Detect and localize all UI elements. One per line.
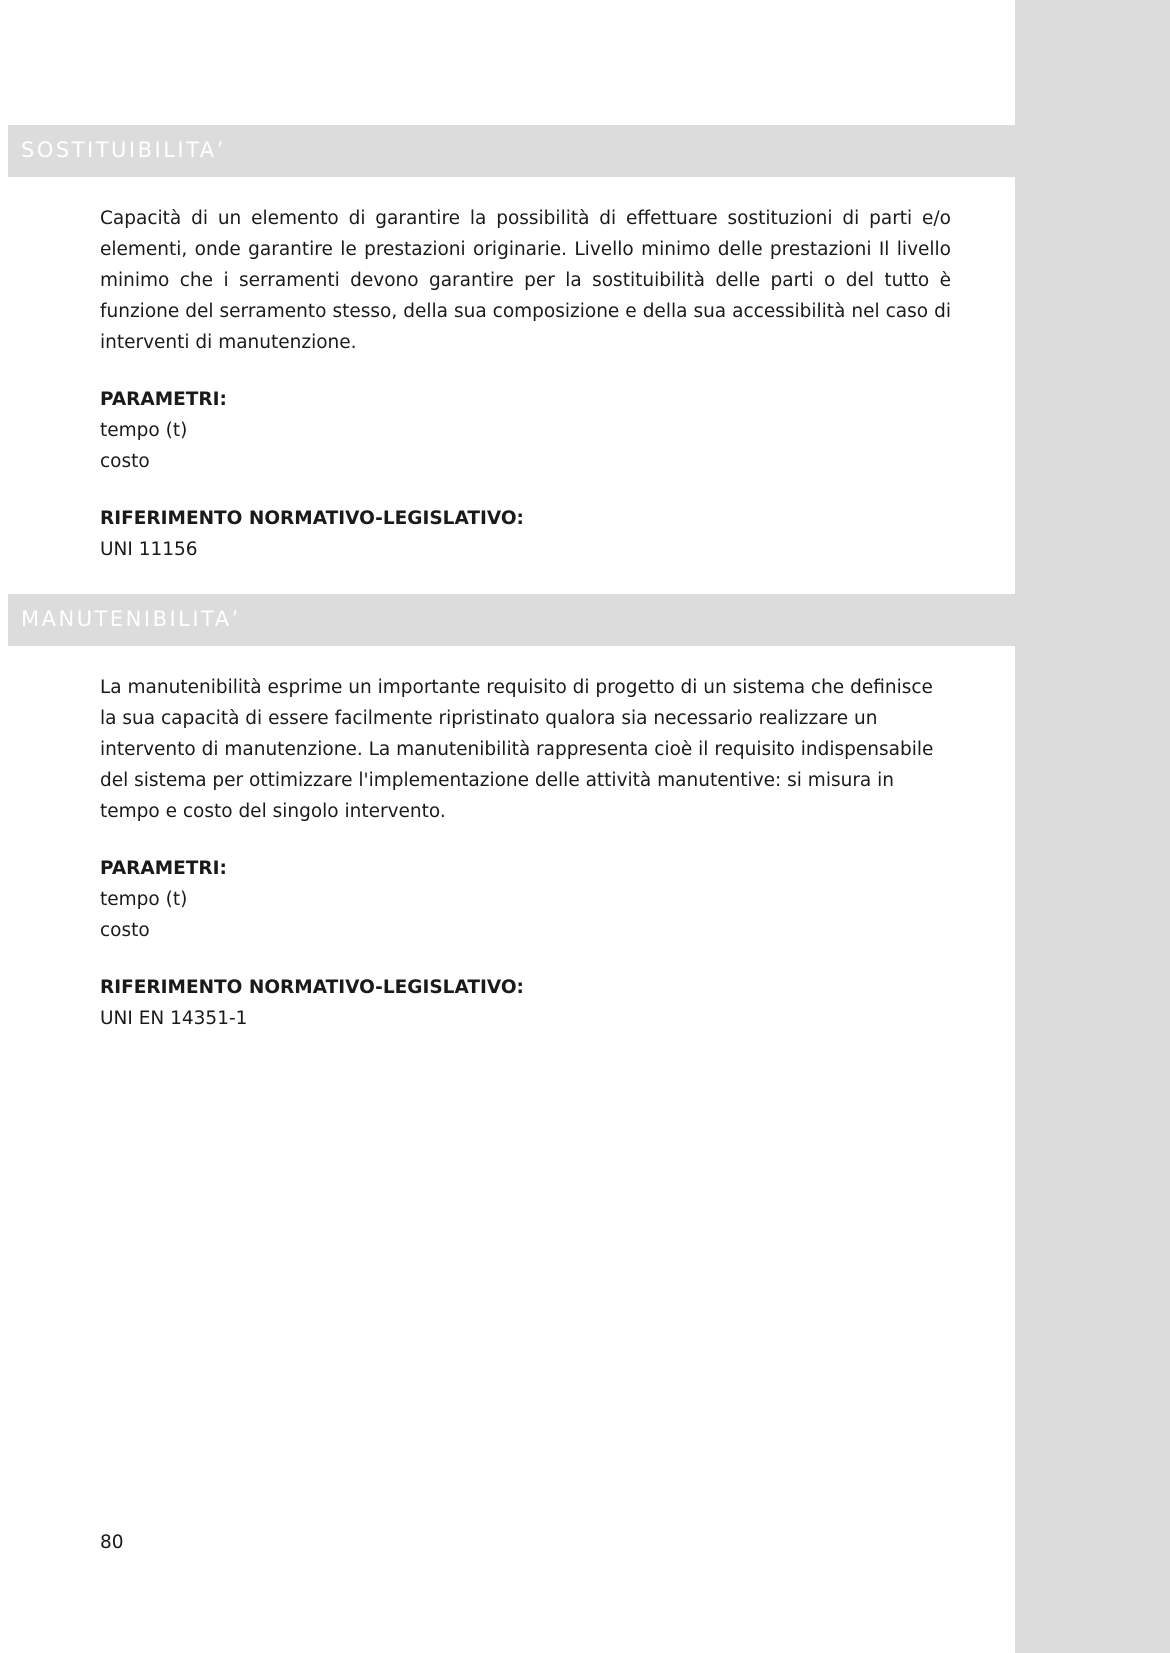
section-body-manutenibilita xyxy=(100,672,951,1034)
reference-label: RIFERIMENTO NORMATIVO-LEGISLATIVO: xyxy=(100,508,524,529)
parameter-item: tempo (t) xyxy=(100,889,188,910)
reference-value: UNI EN 14351-1 xyxy=(100,1008,248,1029)
section-description: Capacità di un elemento di garantire la possibilità di effettuare sostituzioni di parti e/o elementi, onde garantire le prestazioni originarie. Livello minimo delle prestazioni Il livello minimo che i serramenti devono garantire per la sostituibilità delle parti o del tutto è funzione del serramento stesso, della sua composizione e della sua accessibilità nel caso di interventi di manutenzione. xyxy=(100,208,951,353)
parameters-label: PARAMETRI: xyxy=(100,389,227,410)
parameter-item: tempo (t) xyxy=(100,420,188,441)
section-body-sostituibilita xyxy=(100,203,951,565)
section-header-sostituibilita xyxy=(8,125,1015,177)
section-header-manutenibilita xyxy=(8,594,1015,646)
side-margin-band xyxy=(1015,0,1170,1653)
page-number: 80 xyxy=(100,1532,124,1553)
parameter-item: costo xyxy=(100,920,150,941)
section-description: La manutenibilità esprime un importante requisito di progetto di un sistema che definisce la sua capacità di essere facilmente ripristinato qualora sia necessario realizzare un intervento di manutenzione. La manutenibilità rappresenta cioè il requisito indispensabile del sistema per ottimizzare l'implementazione delle attività manutentive: si misura in tempo e costo del singolo intervento. xyxy=(100,677,934,822)
reference-label: RIFERIMENTO NORMATIVO-LEGISLATIVO: xyxy=(100,977,524,998)
parameters-label: PARAMETRI: xyxy=(100,858,227,879)
section-title: MANUTENIBILITA’ xyxy=(21,607,241,631)
parameter-item: costo xyxy=(100,451,150,472)
section-title: SOSTITUIBILITA’ xyxy=(21,138,226,162)
reference-value: UNI 11156 xyxy=(100,539,198,560)
